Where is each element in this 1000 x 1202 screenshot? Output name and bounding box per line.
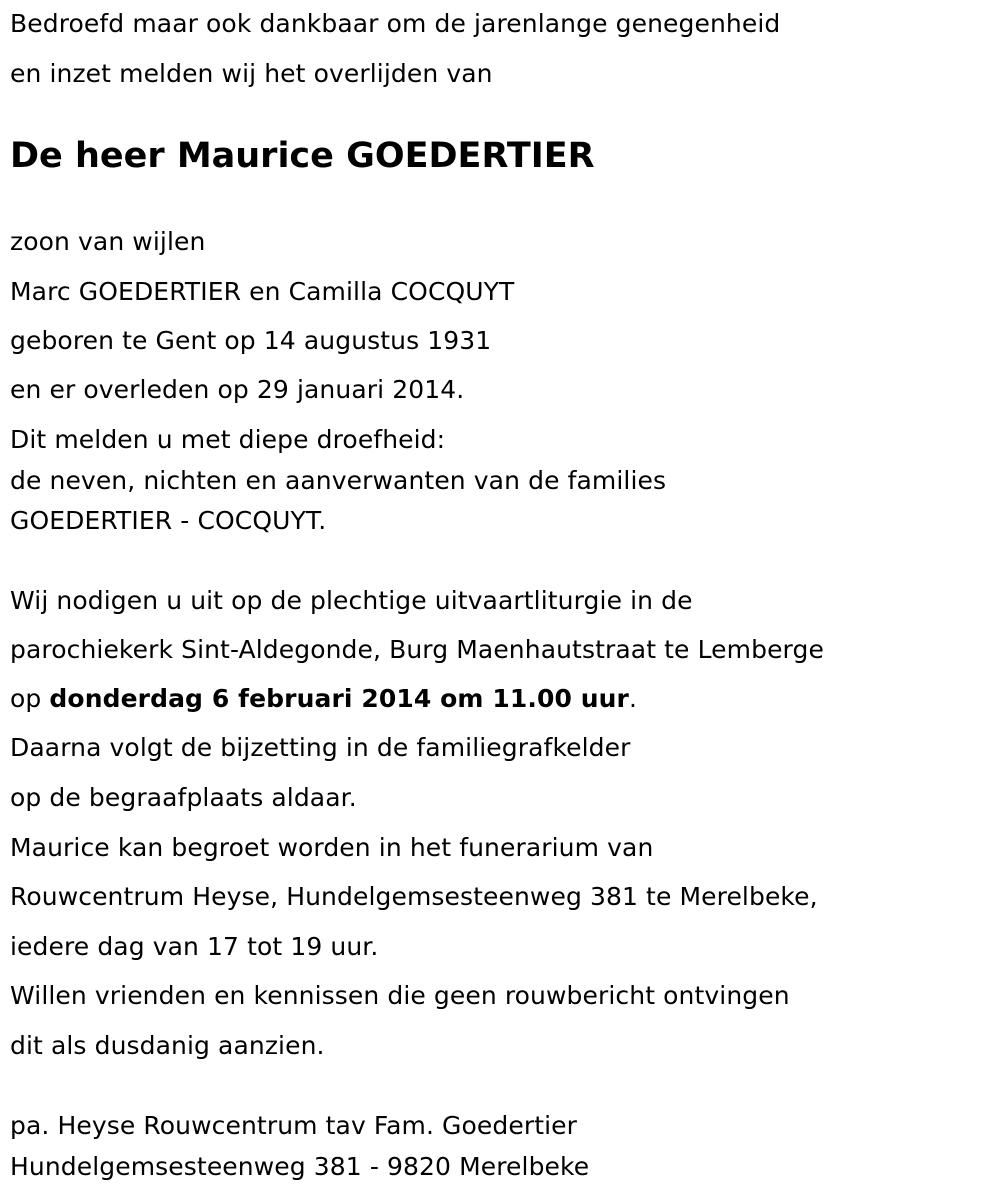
bio-line-1: zoon van wijlen bbox=[10, 227, 206, 256]
mourners-line-1: Dit melden u met diepe droefheid: bbox=[10, 425, 446, 454]
ceremony-line-10: dit als dusdanig aanzien. bbox=[10, 1031, 325, 1060]
address-line-2: Hundelgemsesteenweg 381 - 9820 Merelbeke bbox=[10, 1152, 590, 1181]
ceremony-line-6: Maurice kan begroet worden in het funerarium van bbox=[10, 833, 654, 862]
ceremony-line-5: op de begraafplaats aldaar. bbox=[10, 783, 357, 812]
ceremony-date: donderdag 6 februari 2014 om 11.00 uur bbox=[49, 684, 629, 713]
ceremony-line-3 bbox=[10, 683, 637, 715]
bio-line-2: Marc GOEDERTIER en Camilla COCQUYT bbox=[10, 277, 515, 306]
ceremony-line-9: Willen vrienden en kennissen die geen rouwbericht ontvingen bbox=[10, 981, 790, 1010]
deceased-name: De heer Maurice GOEDERTIER bbox=[10, 136, 595, 176]
ceremony-line-7: Rouwcentrum Heyse, Hundelgemsesteenweg 381 te Merelbeke, bbox=[10, 882, 818, 911]
bio-line-4: en er overleden op 29 januari 2014. bbox=[10, 375, 465, 404]
ceremony-date-prefix: op bbox=[10, 684, 50, 713]
mourners-line-2: de neven, nichten en aanverwanten van de families bbox=[10, 466, 667, 495]
ceremony-line-4: Daarna volgt de bijzetting in de familiegrafkelder bbox=[10, 733, 631, 762]
bio-line-3: geboren te Gent op 14 augustus 1931 bbox=[10, 326, 492, 355]
ceremony-line-1: Wij nodigen u uit op de plechtige uitvaartliturgie in de bbox=[10, 586, 693, 615]
intro-line-2: en inzet melden wij het overlijden van bbox=[10, 59, 493, 88]
ceremony-line-8: iedere dag van 17 tot 19 uur. bbox=[10, 932, 379, 961]
address-line-1: pa. Heyse Rouwcentrum tav Fam. Goedertier bbox=[10, 1111, 578, 1140]
ceremony-line-2: parochiekerk Sint-Aldegonde, Burg Maenhautstraat te Lemberge bbox=[10, 635, 824, 664]
mourners-line-3: GOEDERTIER - COCQUYT. bbox=[10, 506, 327, 535]
ceremony-date-suffix: . bbox=[628, 684, 638, 713]
intro-line-1: Bedroefd maar ook dankbaar om de jarenlange genegenheid bbox=[10, 9, 781, 38]
